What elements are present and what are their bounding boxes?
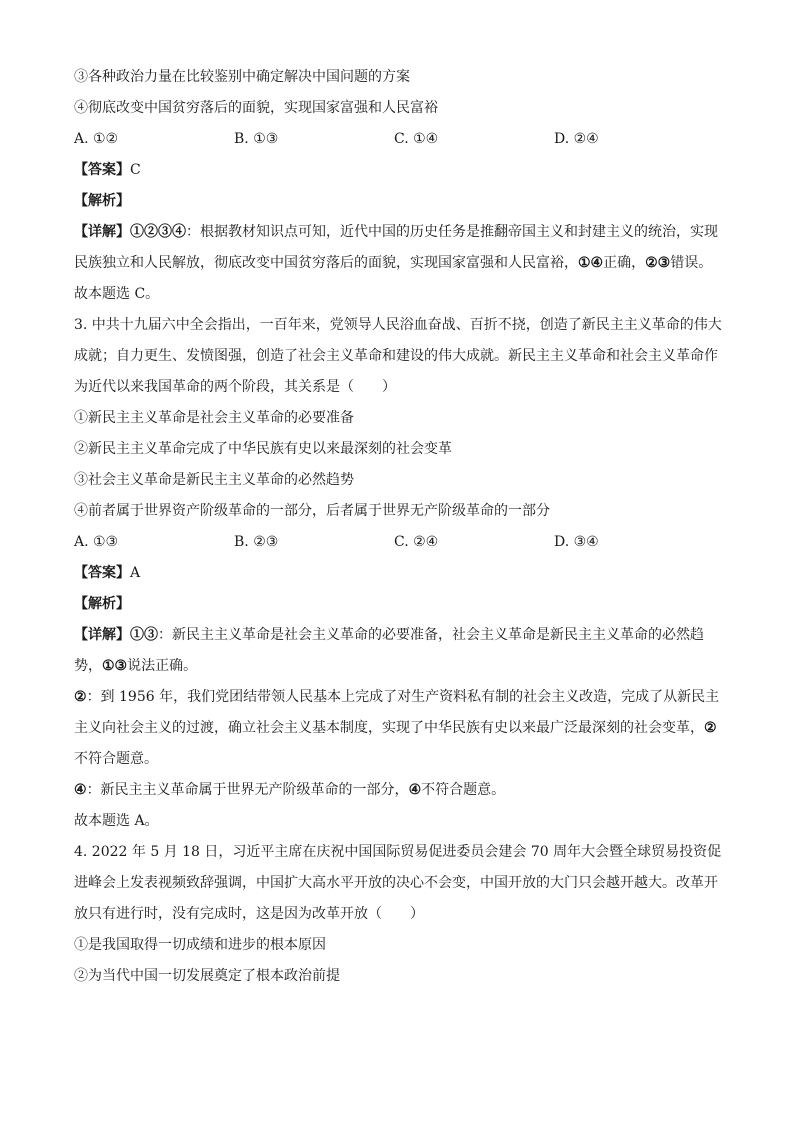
q2-option-statement-4: ④彻底改变中国贫穷落后的面貌，实现国家富强和人民富裕 <box>74 100 438 116</box>
document-page <box>74 62 724 992</box>
detail-text: ：新民主主义革命是社会主义革命的必要准备，社会主义革命是新民主主义革命的必然趋势， <box>74 627 704 674</box>
detail-text: 不符合题意。 <box>74 751 158 767</box>
q3-option-statement-3: ③社会主义革命是新民主主义革命的必然趋势 <box>74 472 354 488</box>
answer-value: C <box>130 162 141 178</box>
q3-stem: 3. 中共十九届六中全会指出，一百年来，党领导人民浴血奋战、百折不挠，创造了新民主主义革命的伟大成就；自力更生、发愤图强，创造了社会主义革命和建设的伟大成就。新民主主义革命和社会主义革命作为近代以来我国革命的两个阶段，其关系是（ ） <box>74 317 722 395</box>
q3-analysis-tag: 【解析】 <box>74 596 130 612</box>
q3-choice-a: A. ①③ <box>74 534 119 550</box>
answer-value: A <box>130 565 141 581</box>
q2-choice-b: B. ①③ <box>234 131 279 147</box>
q4-option-statement-2: ②为当代中国一切发展奠定了根本政治前提 <box>74 968 340 984</box>
q2-option-statement-3: ③各种政治力量在比较鉴别中确定解决中国问题的方案 <box>74 69 410 85</box>
q2-choices <box>74 124 724 155</box>
q3-detail-3 <box>74 775 724 806</box>
detail-mark: ④ <box>408 782 422 798</box>
q3-option-statement-4: ④前者属于世界资产阶级革命的一部分，后者属于世界无产阶级革命的一部分 <box>74 503 550 519</box>
q3-choice-c: C. ②④ <box>394 534 439 550</box>
detail-tag: 【详解】 <box>74 224 130 240</box>
q2-choice-d: D. ②④ <box>554 131 599 147</box>
q3-option-statement-1: ①新民主主义革命是社会主义革命的必要准备 <box>74 410 354 426</box>
detail-text: 说法正确。 <box>127 658 198 674</box>
answer-tag: 【答案】 <box>74 162 130 178</box>
detail-mark: ①③ <box>102 658 128 674</box>
q3-answer <box>74 558 724 589</box>
detail-mark: ② <box>704 720 717 736</box>
q3-conclusion: 故本题选 A。 <box>74 813 159 829</box>
q3-detail-2 <box>74 682 724 775</box>
detail-mark: ②③ <box>645 255 671 271</box>
detail-lead: ④ <box>74 782 87 798</box>
q3-option-statement-2: ②新民主主义革命完成了中华民族有史以来最深刻的社会变革 <box>74 441 452 457</box>
q3-choice-d: D. ③④ <box>554 534 599 550</box>
detail-mark: ①④ <box>578 255 604 271</box>
q2-analysis-tag: 【解析】 <box>74 193 130 209</box>
detail-text: 错误。 <box>670 255 713 271</box>
q2-conclusion: 故本题选 C。 <box>74 286 160 302</box>
q2-detail <box>74 217 724 279</box>
detail-text: 不符合题意。 <box>421 782 506 798</box>
q2-choice-a: A. ①② <box>74 131 119 147</box>
detail-text: ：到 1956 年，我们党团结带领人民基本上完成了对生产资料私有制的社会主义改造，完成了从新民主主义向社会主义的过渡，确立社会主义基本制度，实现了中华民族有史以来最广泛最深刻的社会变革， <box>74 689 720 736</box>
q3-choice-b: B. ②③ <box>234 534 279 550</box>
q2-answer <box>74 155 724 186</box>
q3-detail-1 <box>74 620 724 682</box>
answer-tag: 【答案】 <box>74 565 130 581</box>
q4-option-statement-1: ①是我国取得一切成绩和进步的根本原因 <box>74 937 326 953</box>
detail-lead: ② <box>74 689 87 705</box>
detail-text: ：新民主主义革命属于世界无产阶级革命的一部分， <box>86 782 409 798</box>
detail-lead: ①③ <box>130 627 158 643</box>
q2-choice-c: C. ①④ <box>394 131 439 147</box>
detail-tag: 【详解】 <box>74 627 130 643</box>
detail-text: ：根据教材知识点可知，近代中国的历史任务是推翻帝国主义和封建主义的统治，实现民族独立和人民解放，彻底改变中国贫穷落后的面貌，实现国家富强和人民富裕， <box>74 224 718 271</box>
detail-lead: ①②③④ <box>130 224 186 240</box>
detail-text: 正确， <box>603 255 646 271</box>
q4-stem: 4. 2022 年 5 月 18 日，习近平主席在庆祝中国国际贸易促进委员会建会 70 周年大会暨全球贸易投资促进峰会上发表视频致辞强调，中国扩大高水平开放的决心不会变，中国开放的大门只会越开越大。改革开放只有进行时，没有完成时，这是因为改革开放（ ） <box>74 844 722 922</box>
q3-choices <box>74 527 724 558</box>
